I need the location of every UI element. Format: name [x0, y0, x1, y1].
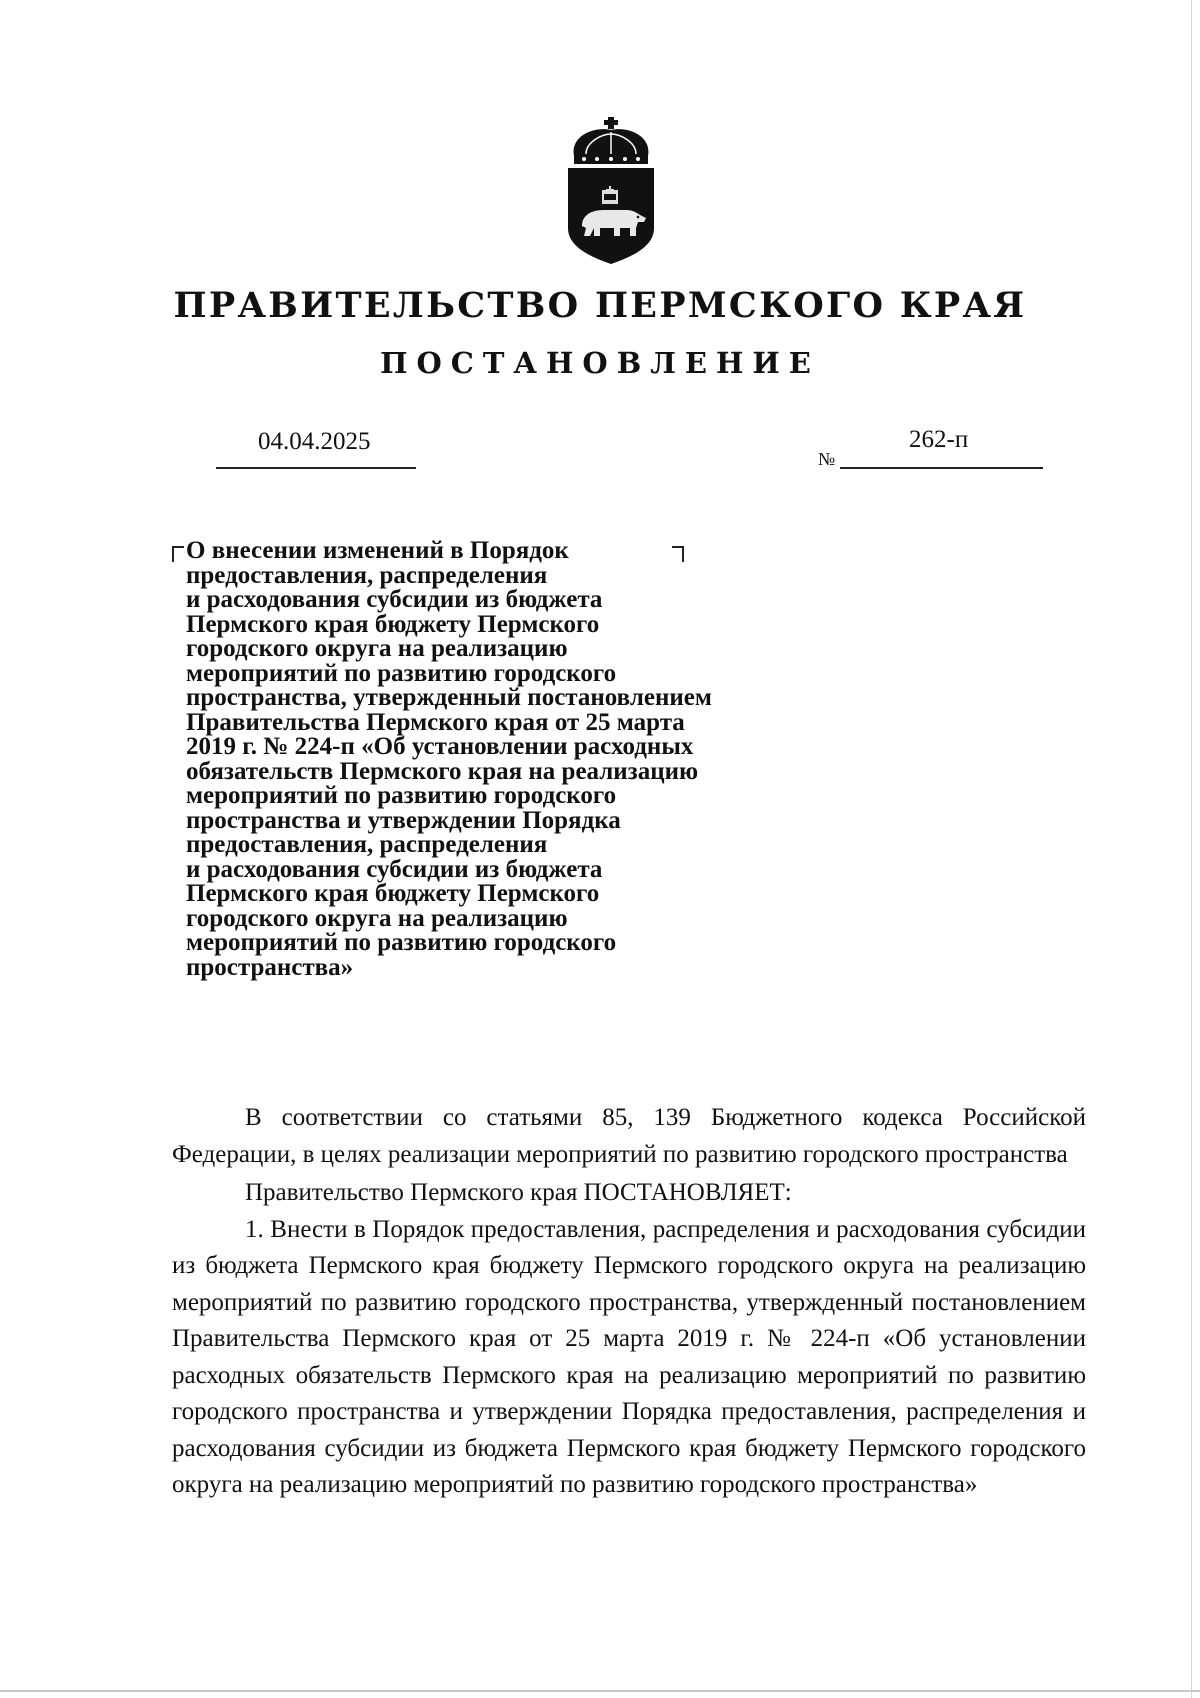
document-body [172, 1100, 1086, 1504]
number-underline [840, 467, 1043, 469]
preamble-paragraph: В соответствии со статьями 85, 139 Бюджетного кодекса Российской Федерации, в целях реализации мероприятий по развитию городского пространства [172, 1104, 1086, 1168]
date-underline [216, 467, 416, 469]
document-date: 04.04.2025 [258, 428, 371, 455]
subject-line: и расходования субсидии из бюджета [186, 586, 603, 613]
subject-line: обязательств Пермского края на реализацию [186, 757, 699, 785]
document-subject [186, 539, 806, 980]
subject-line: и расходования субсидии из бюджета [186, 855, 603, 883]
subject-line: Пермского края бюджету Пермского [186, 880, 600, 907]
organization-title: ПРАВИТЕЛЬСТВО ПЕРМСКОГО КРАЯ [173, 285, 1027, 326]
subject-line: городского округа на реализацию [186, 635, 568, 662]
subject-line: городского округа на реализацию [186, 904, 568, 932]
perm-krai-coat-of-arms-icon [564, 116, 658, 268]
subject-line: О внесении изменений в Порядок [186, 537, 569, 564]
subject-line: мероприятий по развитию городского [186, 782, 617, 809]
resolution-paragraph: Правительство Пермского края ПОСТАНОВЛЯЕТ: [245, 1179, 792, 1206]
subject-line: предоставления, распределения [186, 561, 548, 589]
subject-bracket-left [172, 546, 184, 562]
document-type: ПОСТАНОВЛЕНИЕ [380, 346, 820, 380]
subject-line: 2019 г. № 224-п «Об установлении расходных [186, 733, 694, 760]
subject-line: предоставления, распределения [186, 831, 548, 858]
subject-line: Правительства Пермского края от 25 марта [186, 708, 685, 736]
subject-line: пространства и утверждении Порядка [186, 806, 621, 834]
subject-line: мероприятий по развитию городского [186, 929, 617, 956]
number-sign: № [818, 449, 836, 469]
subject-line: пространства» [186, 953, 354, 981]
document-number: 262-п [909, 426, 969, 453]
scan-edge-right [1191, 0, 1192, 1698]
subject-line: пространства, утвержденный постановлением [186, 684, 712, 711]
scan-edge-bottom [0, 1690, 1200, 1692]
item-1-paragraph: 1. Внести в Порядок предоставления, распределения и расходования субсидии из бюджета Пермского края бюджету Пермского городского округа на реализацию мероприятий по развитию городского пространства, утвержденный постановлением Правительства Пермского края от 25 марта 2019 г. № 224-п «Об установлении расходных обязательств Пермского края на реализацию мероприятий по развитию городского пространства и утверждении Порядка предоставления, распределения и расходования субсидии из бюджета Пермского края бюджету Пермского городского округа на реализацию мероприятий по развитию городского пространства» [172, 1215, 1086, 1498]
subject-line: мероприятий по развитию городского [186, 659, 617, 687]
subject-line: Пермского края бюджету Пермского [186, 610, 600, 638]
